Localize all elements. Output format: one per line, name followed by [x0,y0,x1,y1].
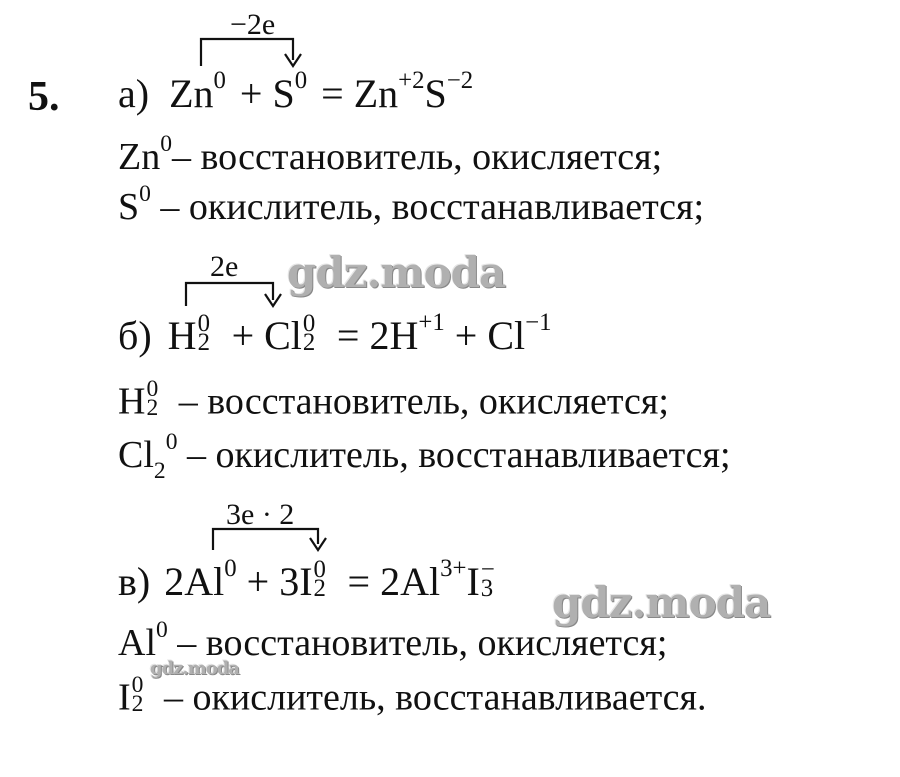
part-a-line-1: Zn$^0$– восстановитель, окисляется; [118,130,663,178]
part-a-line-2: $S^0$ – окислитель, восстанавливается; [118,180,705,228]
part-b-line-1: H 0 2 – восстановитель, окисляется; [118,375,669,423]
part-a-label: а) [118,71,150,116]
equation-a: а) $Zn^0 + S^0 = Zn^{+2}S^{-2}$ [118,66,474,116]
electron-transfer-label-b: 2e [210,250,239,283]
task-number: 5. [28,74,60,120]
electron-transfer-label-c: 3e · 2 [226,498,295,531]
part-c-line-2: I 0 2 – окислитель, восстанавливается. [118,671,707,719]
part-c-line-1: Al$^0$ – восстановитель, окисляется; [118,616,668,664]
watermark-logo: gdz.moda [150,658,239,679]
electron-transfer-label-a: −2e [230,8,276,41]
part-c-label: в) [118,559,151,605]
watermark-logo: gdz.moda [287,248,506,297]
equation-c: в) 2Al$^0$ + 3I 0 2 = $2Al^{3+}I$ − 3 [118,554,495,605]
part-b-label: б) [118,313,152,359]
watermark-logo: gdz.moda [552,578,771,627]
equation-b: б) H 0 2 + Cl 0 2 = $2H^{+1} + Cl^{-1}$ [118,308,552,359]
part-b-line-2: $Cl_2^0$ – окислитель, восстанавливается; [118,428,731,484]
